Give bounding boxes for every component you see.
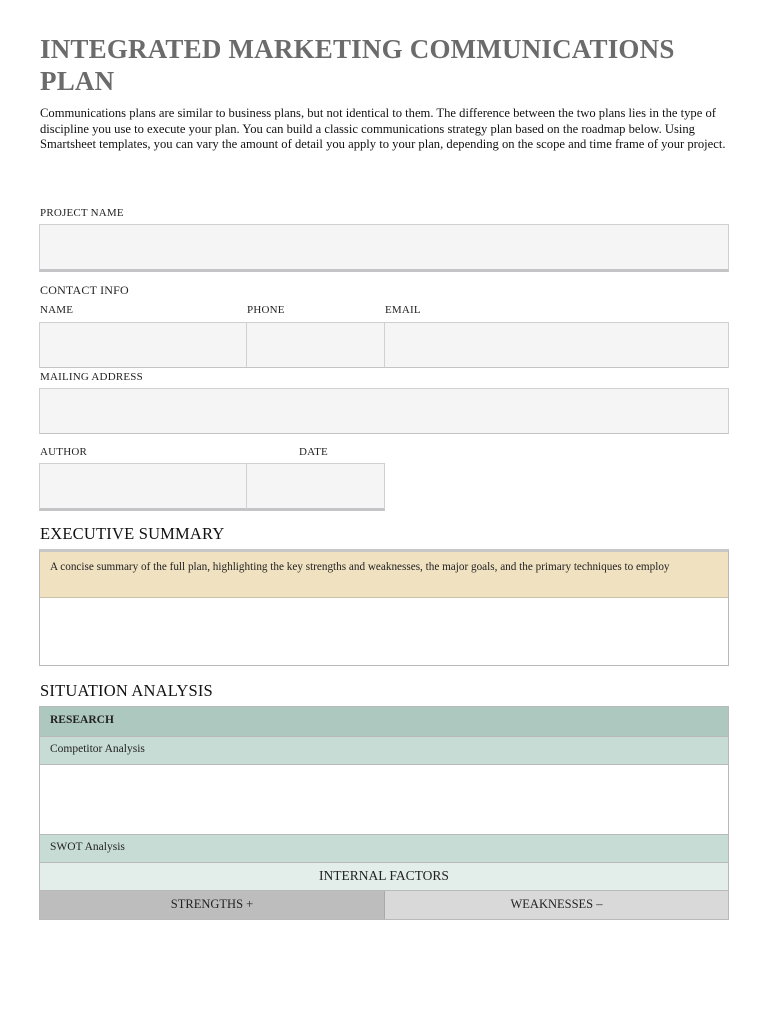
situation-analysis-heading: SITUATION ANALYSIS [40,681,213,700]
strengths-header: STRENGTHS + [40,891,385,919]
project-name-label: PROJECT NAME [40,207,124,219]
name-field[interactable] [39,322,247,368]
executive-summary-box [39,549,729,666]
swot-analysis-row: SWOT Analysis [40,835,728,863]
executive-summary-field[interactable] [40,598,728,664]
internal-factors-row: INTERNAL FACTORS [40,863,728,891]
date-label: DATE [299,446,328,458]
email-field[interactable] [384,322,729,368]
competitor-analysis-field[interactable] [40,765,728,835]
email-label: EMAIL [385,304,421,316]
phone-field[interactable] [246,322,385,368]
page-title: INTEGRATED MARKETING COMMUNICATIONS PLAN [40,34,675,96]
phone-label: PHONE [247,304,285,316]
strengths-weaknesses-row [40,891,728,919]
author-label: AUTHOR [40,446,88,458]
executive-summary-heading: EXECUTIVE SUMMARY [40,524,225,543]
intro-paragraph: Communications plans are similar to business plans, but not identical to them. The difference between the two plans lies in the type of discipline you use to execute your plan. You can build a classic communications strategy plan based on the roadmap below. Using Smartsheet templates, you can vary the amount of detail you apply to your plan, depending on the scope and time frame of your project. [40,106,726,152]
author-field[interactable] [39,463,247,511]
contact-info-label: CONTACT INFO [40,283,129,297]
research-row: RESEARCH [40,707,728,737]
competitor-analysis-row: Competitor Analysis [40,737,728,765]
date-field[interactable] [246,463,385,511]
mailing-address-label: MAILING ADDRESS [40,371,143,383]
situation-analysis-table [39,706,729,920]
executive-summary-note: A concise summary of the full plan, highlighting the key strengths and weaknesses, the major goals, and the primary techniques to employ [40,552,728,598]
project-name-field[interactable] [39,224,729,272]
mailing-address-field[interactable] [39,388,729,434]
weaknesses-header: WEAKNESSES – [385,891,728,919]
name-label: NAME [40,304,74,316]
